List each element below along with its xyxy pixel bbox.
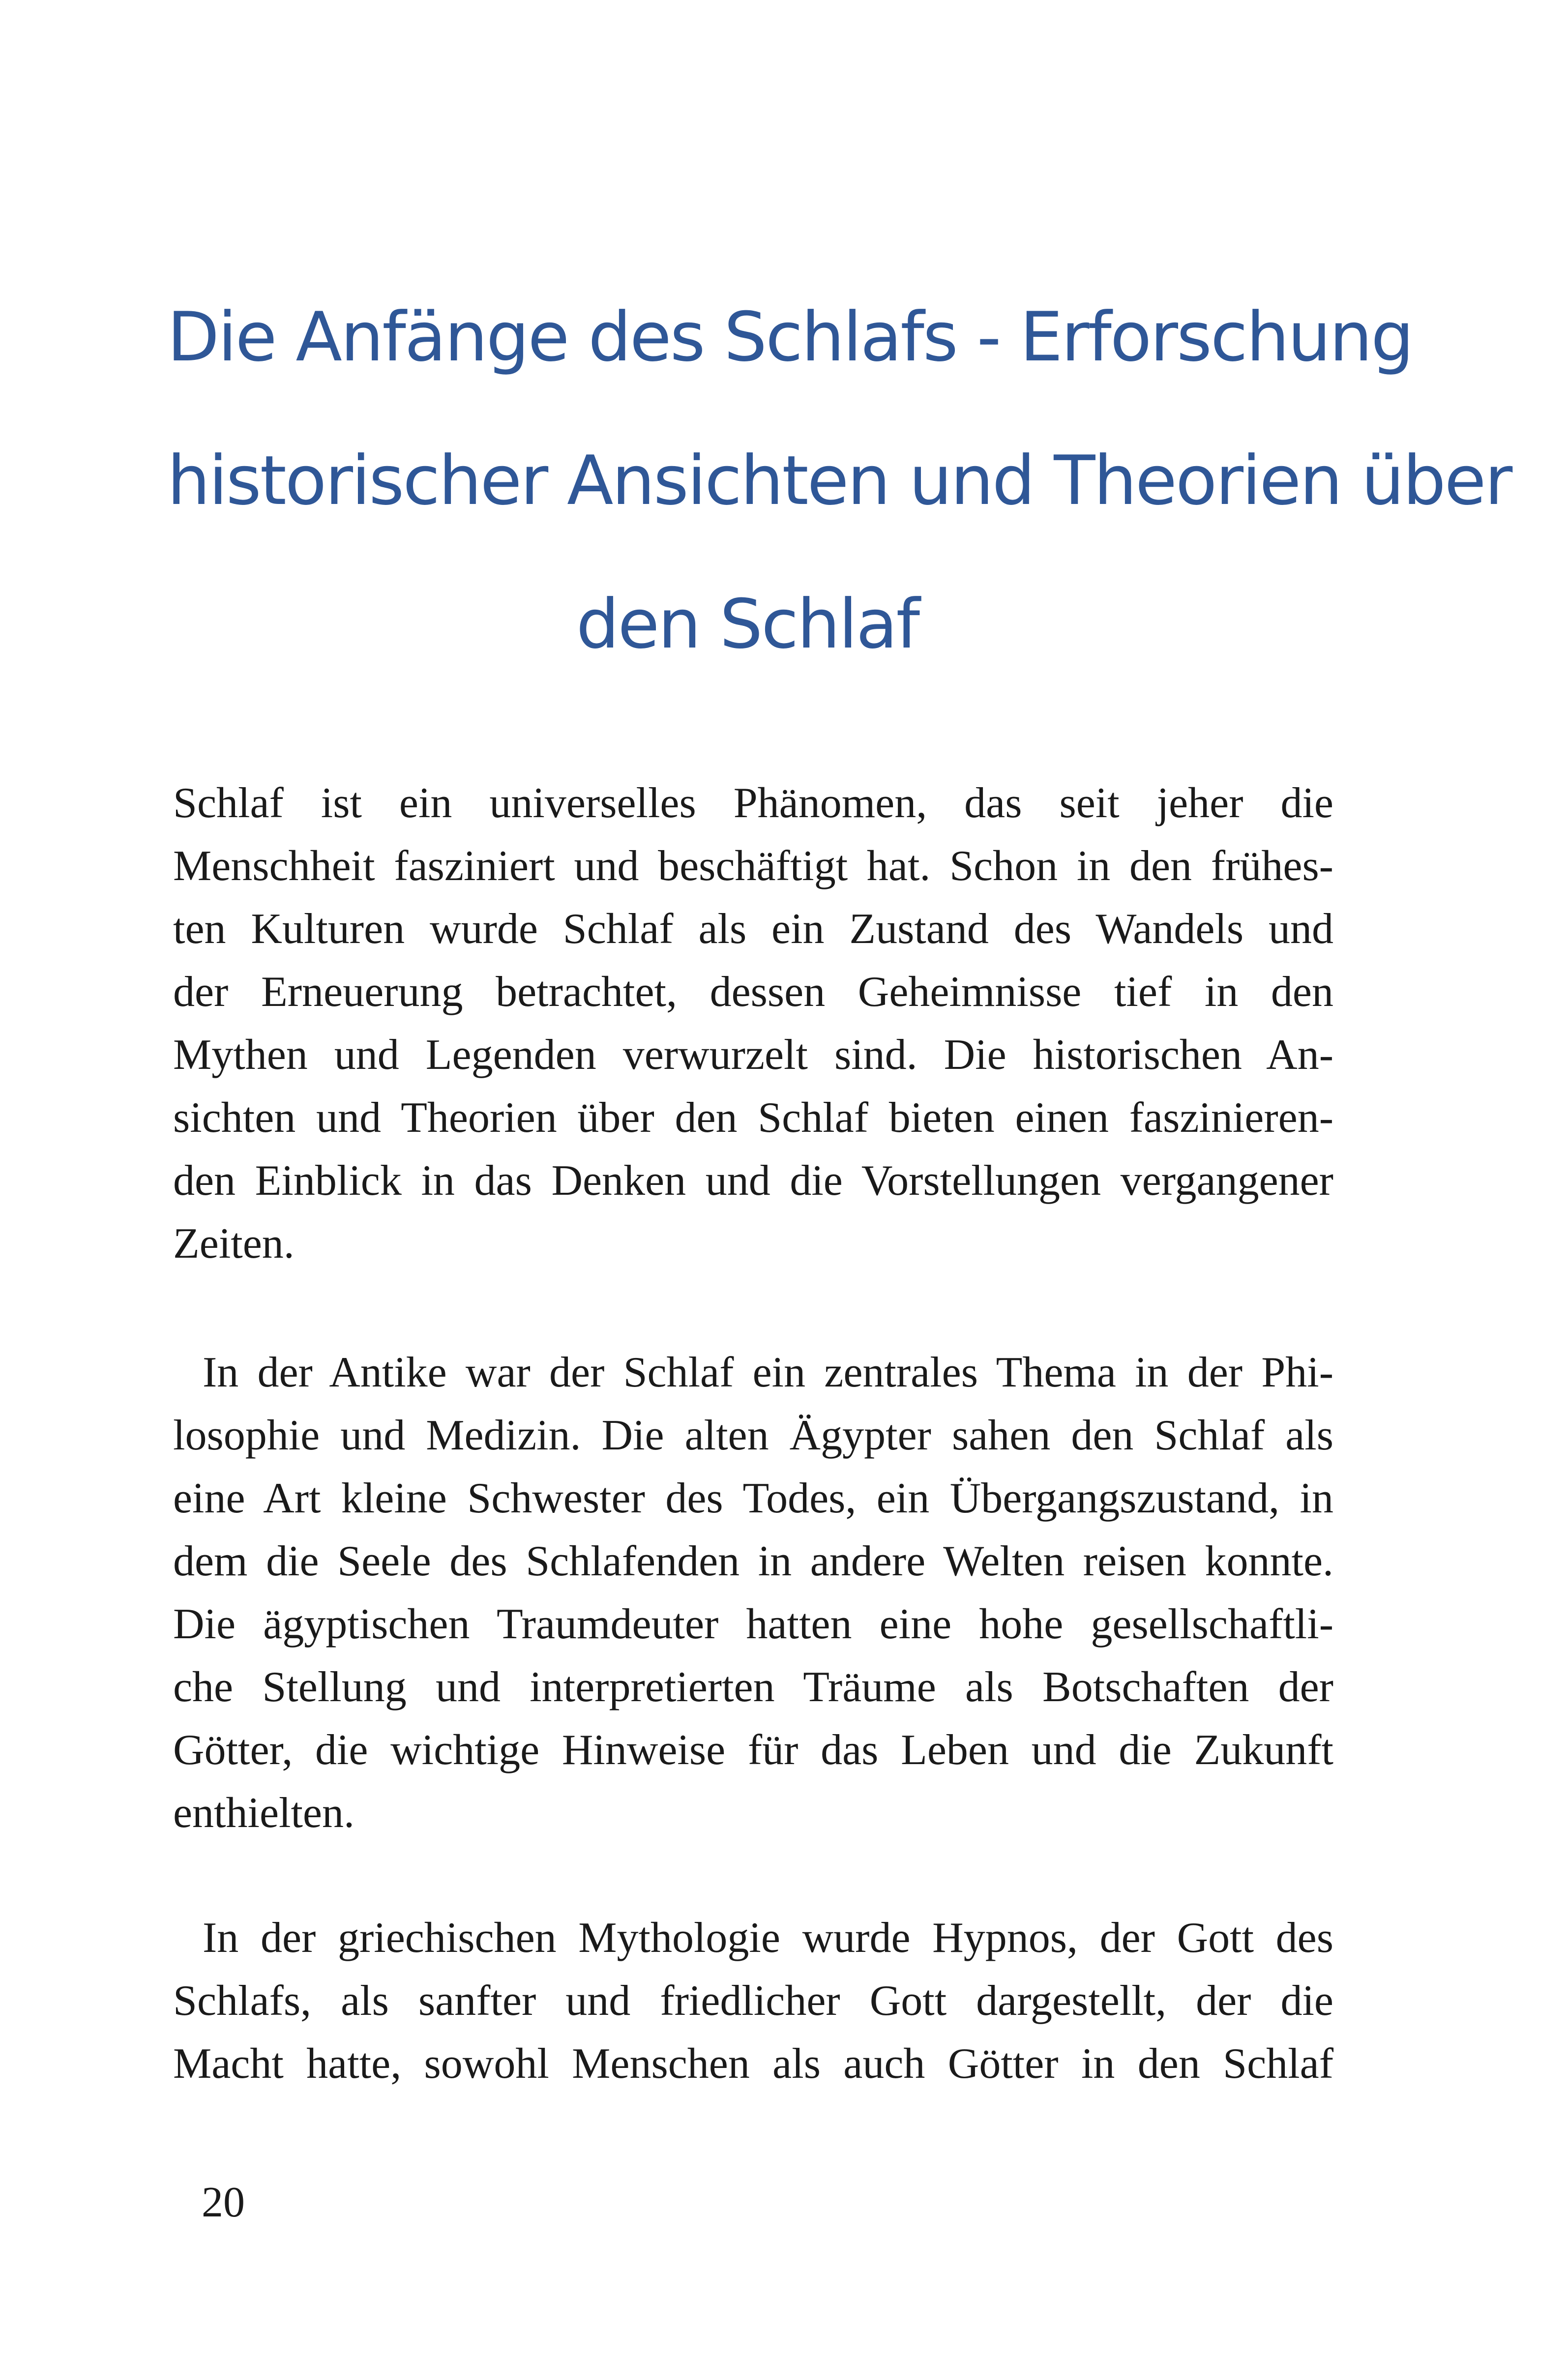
paragraph-line: Macht hatte, sowohl Menschen als auch Götter in den Schlaf (173, 2040, 1333, 2088)
paragraph-3 (173, 1907, 1333, 2095)
paragraph-line: Menschheit fasziniert und beschäftigt hat. Schon in den frühes- (173, 842, 1333, 890)
chapter-title-line: historischer Ansichten und Theorien über (167, 441, 1511, 520)
paragraph-line: Die ägyptischen Traumdeuter hatten eine hohe gesellschaftli- (173, 1600, 1333, 1648)
paragraph-1 (173, 772, 1333, 1275)
paragraph-line: losophie und Medizin. Die alten Ägypter sahen den Schlaf als (173, 1412, 1333, 1459)
page-number: 20 (202, 2179, 245, 2226)
chapter-title-line: Die Anfänge des Schlafs - Erforschung (167, 297, 1413, 377)
chapter-title (167, 266, 1511, 696)
paragraph-2 (173, 1341, 1333, 1845)
paragraph-line: In der griechischen Mythologie wurde Hypnos, der Gott des (203, 1914, 1333, 1962)
paragraph-line: Schlafs, als sanfter und friedlicher Gott dargestellt, der die (173, 1977, 1333, 2025)
paragraph-line: Schlaf ist ein universelles Phänomen, das seit jeher die (173, 779, 1333, 827)
paragraph-line: den Einblick in das Denken und die Vorstellungen vergangener (173, 1157, 1333, 1205)
paragraph-line: Zeiten. (173, 1220, 295, 1268)
paragraph-line: Götter, die wichtige Hinweise für das Leben und die Zukunft (173, 1726, 1333, 1774)
paragraph-line: Mythen und Legenden verwurzelt sind. Die historischen An- (173, 1031, 1333, 1079)
chapter-title-line: den Schlaf (576, 585, 919, 664)
paragraph-line: der Erneuerung betrachtet, dessen Geheimnisse tief in den (173, 968, 1333, 1016)
paragraph-line: che Stellung und interpretierten Träume als Botschaften der (173, 1663, 1333, 1711)
paragraph-line: dem die Seele des Schlafenden in andere Welten reisen konnte. (173, 1537, 1333, 1585)
paragraph-line: In der Antike war der Schlaf ein zentrales Thema in der Phi- (203, 1349, 1333, 1396)
paragraph-line: ten Kulturen wurde Schlaf als ein Zustand des Wandels und (173, 905, 1333, 953)
paragraph-line: enthielten. (173, 1789, 355, 1837)
paragraph-line: sichten und Theorien über den Schlaf bieten einen faszinieren- (173, 1094, 1333, 1142)
paragraph-line: eine Art kleine Schwester des Todes, ein Übergangszustand, in (173, 1475, 1333, 1522)
